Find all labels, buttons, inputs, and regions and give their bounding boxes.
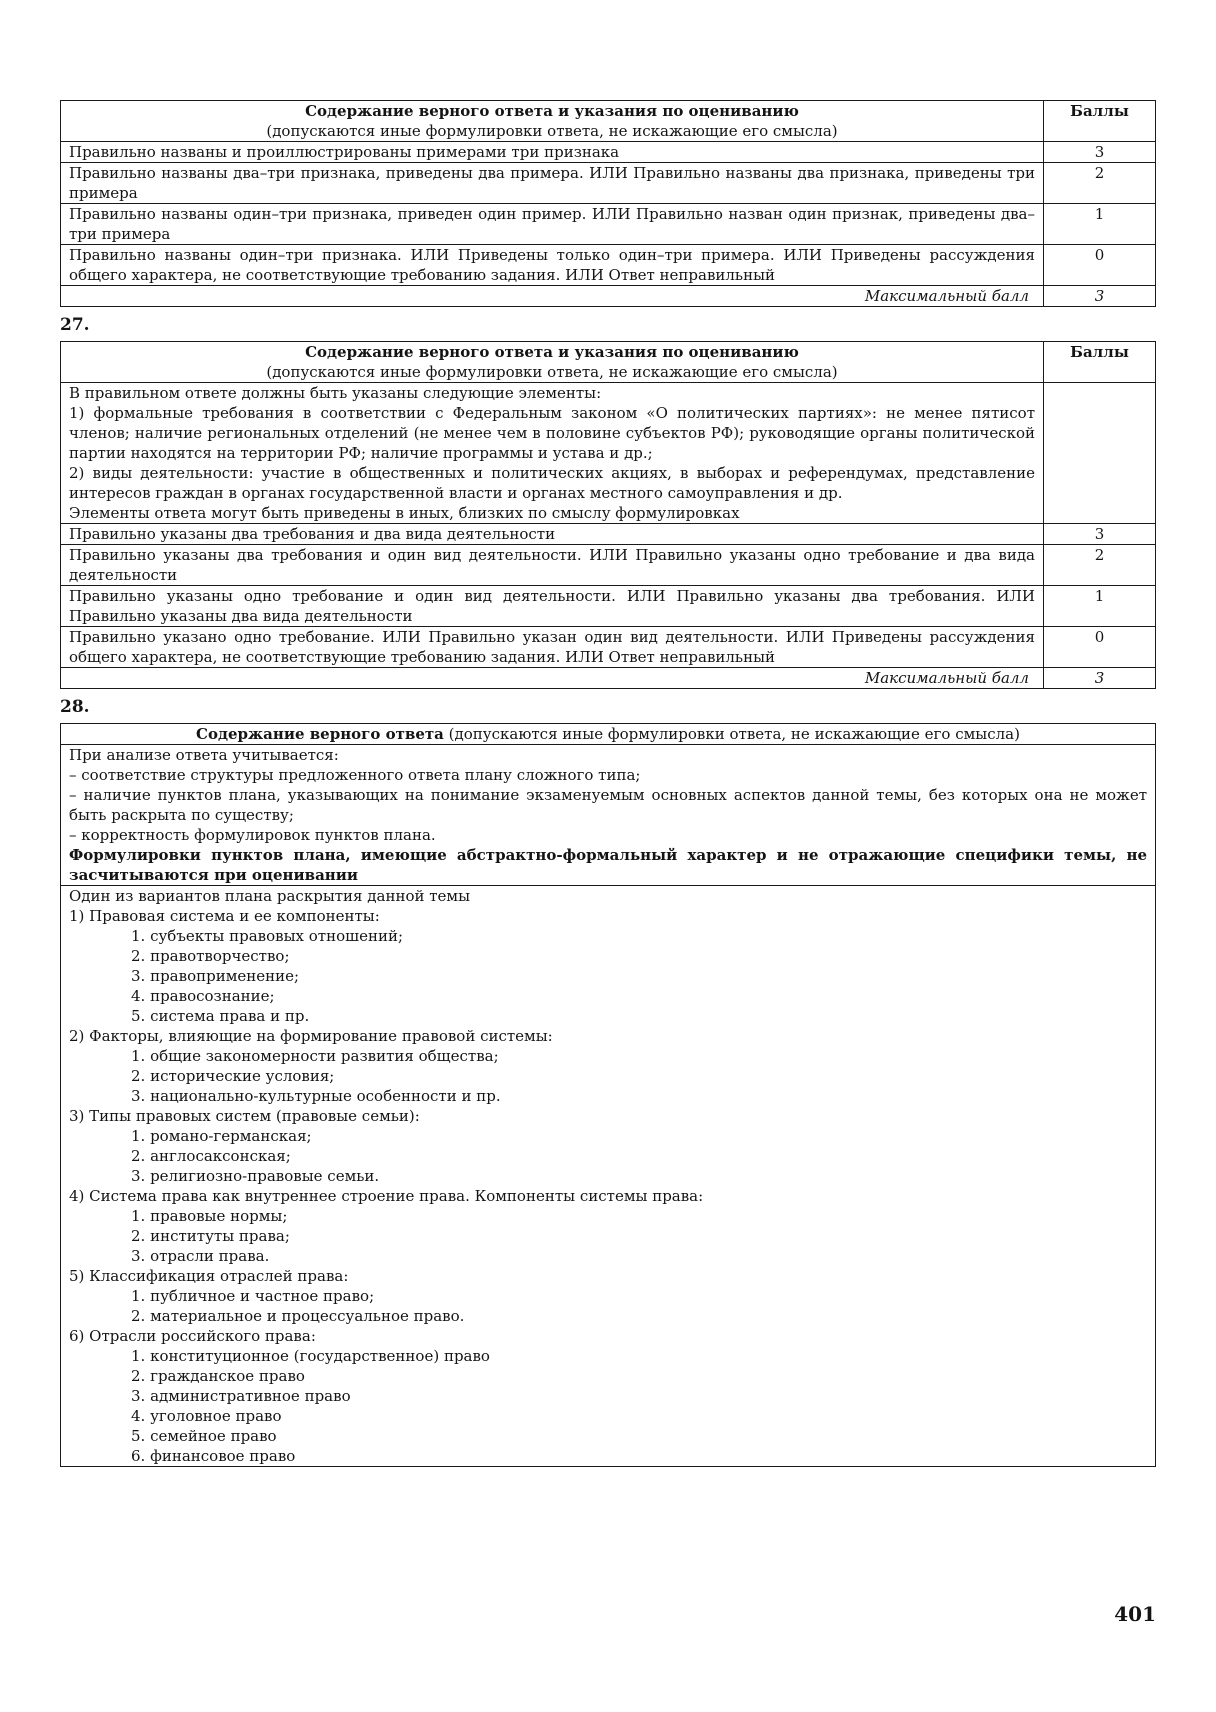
- plan-section-title: 2) Факторы, влияющие на формирование правовой системы:: [69, 1027, 553, 1045]
- row-points: 3: [1044, 142, 1156, 163]
- plan-section-title: 5) Классификация отраслей права:: [69, 1267, 349, 1285]
- max-score-value: 3: [1044, 668, 1156, 689]
- plan-item: 2. гражданское право: [131, 1367, 305, 1385]
- plan-item: 2. исторические условия;: [131, 1067, 335, 1085]
- plan-section-title: 1) Правовая система и ее компоненты:: [69, 907, 380, 925]
- analysis-item: – корректность формулировок пунктов плана.: [69, 826, 436, 844]
- plan-item: 1. романо-германская;: [131, 1127, 312, 1145]
- task-28-number: 28.: [60, 697, 90, 717]
- row-points: 1: [1044, 586, 1156, 627]
- content-item: 2) виды деятельности: участие в общественных и политических акциях, в выборах и референдумах, представление интересов граждан в органах государственной власти и органах местного самоуправления и др.: [69, 464, 1035, 502]
- table-row: [61, 245, 1156, 286]
- plan-item: 1. субъекты правовых отношений;: [131, 927, 403, 945]
- plan-item: 3. правоприменение;: [131, 967, 300, 985]
- table-row: [61, 142, 1156, 163]
- row-points: 3: [1044, 524, 1156, 545]
- analysis-item: – соответствие структуры предложенного ответа плану сложного типа;: [69, 766, 641, 784]
- plan-section-title: 3) Типы правовых систем (правовые семьи):: [69, 1107, 420, 1125]
- content-cell: [61, 383, 1044, 524]
- max-score-row: [61, 286, 1156, 307]
- header-cell: [61, 724, 1156, 745]
- plan-item: 1. публичное и частное право;: [131, 1287, 375, 1305]
- header-rest: (допускаются иные формулировки ответа, не искажающие его смысла): [443, 725, 1020, 743]
- row-text: Правильно названы два–три признака, приведены два примера. ИЛИ Правильно названы два признака, приведены три примера: [61, 163, 1044, 204]
- analysis-item: – наличие пунктов плана, указывающих на понимание экзаменуемым основных аспектов данной темы, без которых она не может быть раскрыта по существу;: [69, 786, 1147, 824]
- plan-item: 1. общие закономерности развития общества;: [131, 1047, 499, 1065]
- points-header: Баллы: [1044, 101, 1156, 142]
- header-cell: [61, 342, 1044, 383]
- row-points: 1: [1044, 204, 1156, 245]
- table-header-row: [61, 101, 1156, 142]
- max-score-label: Максимальный балл: [61, 286, 1044, 307]
- row-points: 0: [1044, 627, 1156, 668]
- task-27-number: 27.: [60, 315, 90, 335]
- table-28-answer: [60, 723, 1156, 1467]
- row-text: Правильно названы один–три признака, приведен один пример. ИЛИ Правильно назван один признак, приведены два–три примера: [61, 204, 1044, 245]
- plan-item: 3. отрасли права.: [131, 1247, 270, 1265]
- row-text: Правильно указаны два требования и один вид деятельности. ИЛИ Правильно указаны одно требование и два вида деятельности: [61, 545, 1044, 586]
- table-row: [61, 204, 1156, 245]
- table-header-row: [61, 342, 1156, 383]
- row-text: Правильно указаны два требования и два вида деятельности: [61, 524, 1044, 545]
- analysis-bold-note: Формулировки пунктов плана, имеющие абстрактно-формальный характер и не отражающие специфики темы, не засчитываются при оценивании: [69, 846, 1147, 884]
- plan-section-title: 6) Отрасли российского права:: [69, 1327, 316, 1345]
- row-points: 2: [1044, 163, 1156, 204]
- analysis-intro: При анализе ответа учитывается:: [69, 746, 339, 764]
- content-row: [61, 383, 1156, 524]
- header-title: Содержание верного ответа и указания по оцениванию: [305, 102, 799, 120]
- table-header-row: [61, 724, 1156, 745]
- empty-points-cell: [1044, 383, 1156, 524]
- plan-item: 1. правовые нормы;: [131, 1207, 288, 1225]
- plan-item: 3. религиозно-правовые семьи.: [131, 1167, 380, 1185]
- plan-item: 2. материальное и процессуальное право.: [131, 1307, 465, 1325]
- plan-item: 3. административное право: [131, 1387, 351, 1405]
- table-row: [61, 545, 1156, 586]
- plan-item: 2. институты права;: [131, 1227, 290, 1245]
- analysis-row: [61, 745, 1156, 886]
- plan-item: 4. правосознание;: [131, 987, 275, 1005]
- plan-section-title: 4) Система права как внутреннее строение права. Компоненты системы права:: [69, 1187, 704, 1205]
- header-cell: [61, 101, 1044, 142]
- analysis-cell: [61, 745, 1156, 886]
- content-item: 1) формальные требования в соответствии с Федеральным законом «О политических партиях»: не менее пятисот членов; наличие региональных отделений (не менее чем в половине субъектов РФ); руководящие органы политической партии находятся на территории РФ; наличие программы и устава и др.;: [69, 404, 1035, 462]
- plan-item: 3. национально-культурные особенности и пр.: [131, 1087, 501, 1105]
- table-row: [61, 627, 1156, 668]
- row-points: 2: [1044, 545, 1156, 586]
- page-number: 401: [1114, 1602, 1156, 1626]
- plan-cell: [61, 886, 1156, 1467]
- page: [60, 100, 1156, 1467]
- plan-item: 1. конституционное (государственное) право: [131, 1347, 490, 1365]
- plan-item: 6. финансовое право: [131, 1447, 296, 1465]
- table-row: [61, 586, 1156, 627]
- max-score-value: 3: [1044, 286, 1156, 307]
- content-intro: В правильном ответе должны быть указаны следующие элементы:: [69, 384, 602, 402]
- row-text: Правильно названы один–три признака. ИЛИ Приведены только один–три примера. ИЛИ Приведены рассуждения общего характера, не соответствующие требованию задания. ИЛИ Ответ неправильный: [61, 245, 1044, 286]
- max-score-row: [61, 668, 1156, 689]
- row-text: Правильно указаны одно требование и один вид деятельности. ИЛИ Правильно указаны два требования. ИЛИ Правильно указаны два вида деятельности: [61, 586, 1044, 627]
- header-title: Содержание верного ответа и указания по оцениванию: [305, 343, 799, 361]
- header-note: (допускаются иные формулировки ответа, не искажающие его смысла): [266, 363, 838, 381]
- plan-intro: Один из вариантов плана раскрытия данной темы: [69, 887, 471, 905]
- table-row: [61, 163, 1156, 204]
- table-26-scoring: [60, 100, 1156, 307]
- plan-item: 5. семейное право: [131, 1427, 277, 1445]
- plan-item: 2. правотворчество;: [131, 947, 290, 965]
- row-points: 0: [1044, 245, 1156, 286]
- content-note: Элементы ответа могут быть приведены в иных, близких по смыслу формулировках: [69, 504, 740, 522]
- table-row: [61, 524, 1156, 545]
- header-note: (допускаются иные формулировки ответа, не искажающие его смысла): [266, 122, 838, 140]
- plan-item: 2. англосаксонская;: [131, 1147, 291, 1165]
- header-bold: Содержание верного ответа: [196, 725, 444, 743]
- plan-item: 4. уголовное право: [131, 1407, 282, 1425]
- row-text: Правильно названы и проиллюстрированы примерами три признака: [61, 142, 1044, 163]
- plan-item: 5. система права и пр.: [131, 1007, 310, 1025]
- points-header: Баллы: [1044, 342, 1156, 383]
- plan-row: [61, 886, 1156, 1467]
- row-text: Правильно указано одно требование. ИЛИ Правильно указан один вид деятельности. ИЛИ Приведены рассуждения общего характера, не соответствующие требованию задания. ИЛИ Ответ неправильный: [61, 627, 1044, 668]
- table-27-scoring: [60, 341, 1156, 689]
- max-score-label: Максимальный балл: [61, 668, 1044, 689]
